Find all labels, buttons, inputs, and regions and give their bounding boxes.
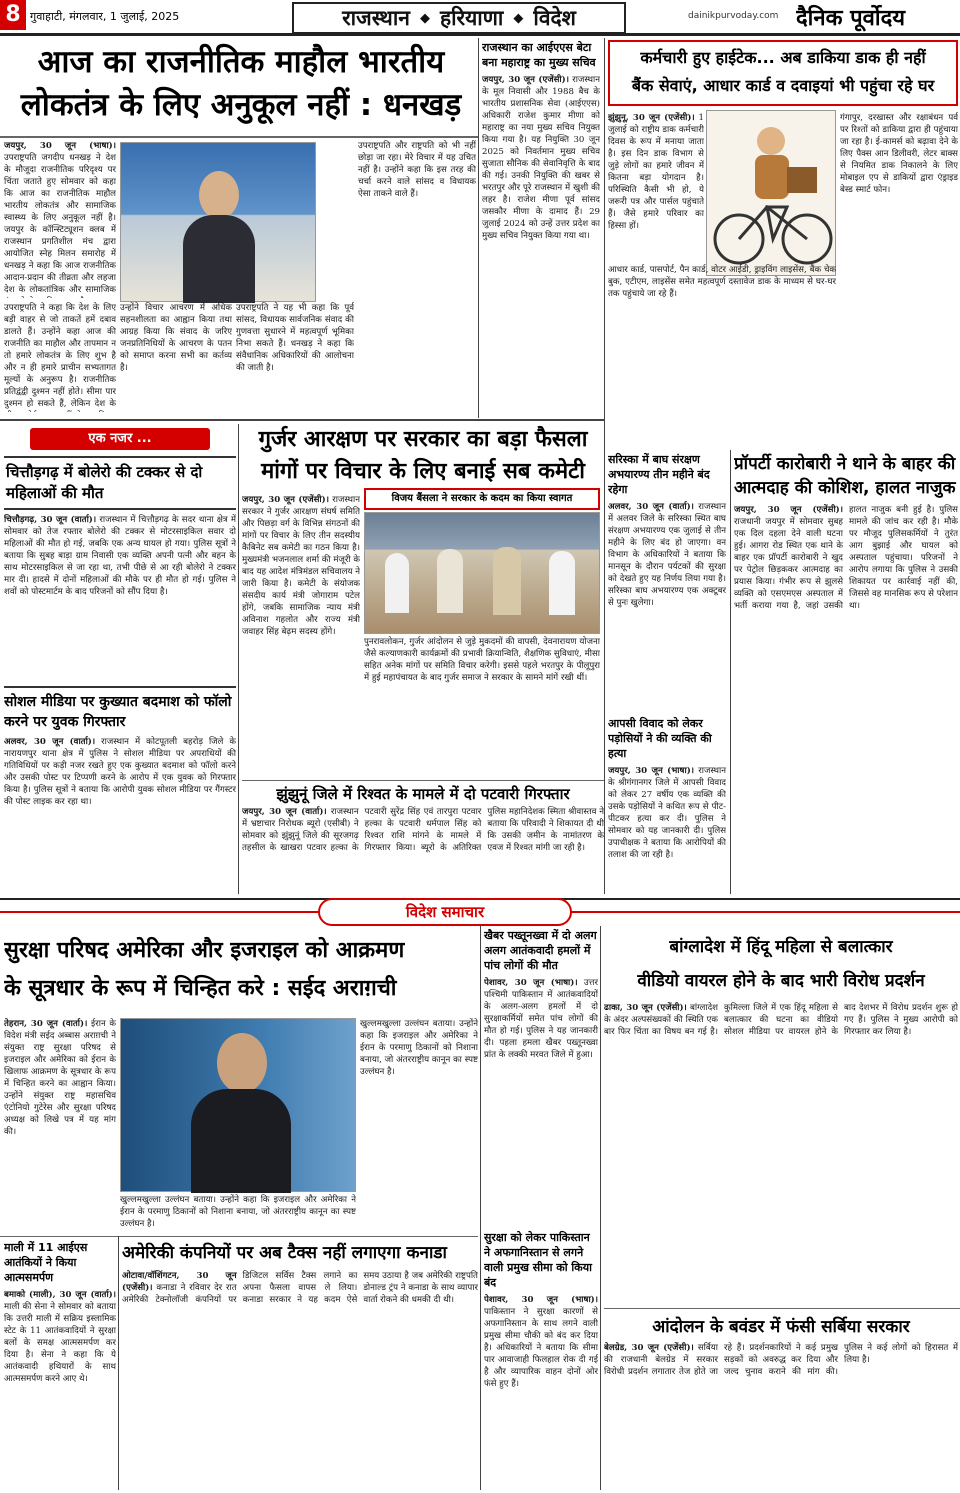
khyber-story: [484, 928, 598, 1228]
section-rajasthan: राजस्थान: [342, 6, 410, 30]
dakiya-col-right: [840, 112, 958, 448]
paper-name: दैनिक पूर्वोदय: [796, 6, 906, 31]
dakiya-col-bottom: [608, 264, 836, 450]
dateline: पेशावर, 30 जून (भाषा)।: [484, 978, 578, 988]
story-text: राजस्थान के मूल निवासी और 1988 बैच के भारतीय प्रशासनिक सेवा (आईएएस) अधिकारी राजेश कुमार मीणा को महाराष्ट्र का नया मुख्य सचिव नियुक्त किया गया है। यह नियुक्ति 30 जून 2025 को निवर्तमान मुख्य सचिव सुजाता सौनिक की सेवानिवृत्ति के बाद की गई। उनकी नियुक्ति की खबर से भरतपुर और पूरे राजस्थान में खुशी की लहर है। राजेश मीणा पूर्व सांसद जसकौर मीणा के दामाद हैं। 29 जुलाई 2024 को उन्हें उत्तर प्रदेश का मुख्य सचिव नियुक्त किया गया था।: [482, 75, 600, 241]
araghchi-photo: [120, 1018, 356, 1192]
page-number: 8: [0, 0, 26, 30]
ias-story: [482, 40, 600, 418]
story-text-2: मौके पर मौजूद पुलिसकर्मियों ने तुरंत आग बुझाई और घायल को अस्पताल पहुंचाया। परिजनों ने आरोप लगाया कि पुलिस ने उसकी शिकायत पर कार्रवाई नहीं की, जिससे वह मानसिक रूप से परेशान था।: [849, 517, 958, 611]
dhankhar-col5: [358, 140, 476, 412]
story-text-2: खुल्लमखुल्ला उल्लंघन बताया। उन्होंने कहा कि इजराइल और अमेरिका ने ईरान के परमाणु ठिकानों को निशाना बनाया, जो अंतरराष्ट्रीय कानून का स्पष्ट उल्लंघन है।: [120, 1195, 356, 1229]
postman-illustration: [706, 110, 836, 276]
ias-headline: राजस्थान का आईएएस बेटा बना महाराष्ट्र का मुख्य सचिव: [482, 41, 596, 69]
dateline: चित्तौड़गढ़, 30 जून (वार्ता)।: [4, 515, 97, 525]
headline-line2: बैंक सेवाएं, आधार कार्ड व दवाइयां भी पहुंचा रहे घर: [631, 76, 935, 95]
gurjar-col2: [364, 636, 600, 778]
khyber-headline: खैबर पख्तूनख्वा में दो अलग अलग आतंकवादी हमलों में पांच लोगों की मौत: [484, 929, 597, 972]
ek-nazar-box: [4, 424, 236, 894]
story-text: राजस्थान में अलवर जिले के सरिस्का स्थित बाघ संरक्षण अभयारण्य एक जुलाई से तीन महीने के लिए बंद हो जाएगा। वन विभाग के अधिकारियों ने बताया कि मानसून के दौरान पर्यटकों की सुरक्षा को देखते हुए यह निर्णय लिया गया है। सरिस्का बाघ अभयारण्य एक अक्टूबर से पुनः खुलेगा।: [608, 502, 726, 608]
dateline: जयपुर, 30 जून (एजेंसी)।: [482, 75, 569, 85]
story-text: पाकिस्तान ने सुरक्षा कारणों से अफगानिस्तान के साथ लगने वाली प्रमुख सीमा चौकी को बंद कर दिया है। अधिकारियों ने बताया कि सीमा पार आवाजाही फिलहाल रोक दी गई है और व्यापारिक वाहन दोनों ओर फंसे हुए हैं।: [484, 1307, 598, 1389]
headline-line1: सुरक्षा परिषद अमेरिका और इजराइल को आक्रमण: [4, 938, 405, 963]
headline-line2: वीडियो वायरल होने के बाद भारी विरोध प्रदर्शन: [637, 971, 925, 991]
iran-col2: [120, 1194, 356, 1234]
person-icon: [191, 1033, 291, 1193]
dateline: झुंझुनू, 30 जून (एजेंसी)।: [608, 113, 695, 123]
story-text: बांग्लादेश के अंदर अल्पसंख्यकों की स्थिति एक बार फिर चिंता का विषय बन गई है। कुमिल्ला जिले में एक हिंदू महिला से बलात्कार की घटना का वीडियो सोशल मीडिया पर वायरल होने के बाद देशभर में विरोध प्रदर्शन शुरू हो गए हैं। पुलिस ने मुख्य आरोपी को गिरफ्तार कर लिया है।: [604, 1003, 958, 1037]
dhankhar-col3: [120, 302, 232, 412]
dhankhar-headline: [10, 42, 472, 132]
dakiya-headline: [608, 40, 958, 106]
sariska-headline: सरिस्का में बाघ संरक्षण अभयारण्य तीन महीने बंद रहेगा: [608, 453, 710, 496]
headline-line2: लोकतंत्र के लिए अनुकूल नहीं : धनखड़: [20, 87, 462, 123]
headline-line2: के सूत्रधार के रूप में चिन्हित करे : सईद अराग़ची: [4, 976, 397, 1001]
dhankhar-col4: [236, 302, 354, 412]
iran-headline: [4, 932, 474, 1014]
dakiya-col-left: [608, 112, 704, 262]
afghan-headline: सुरक्षा को लेकर पाकिस्तान ने अफगानिस्तान से लगने वाली प्रमुख सीमा को किया बंद: [484, 1231, 592, 1289]
story-text: गंगापुर, दरखास्त और रक्षाबंधन पर्व पर रिश्तों को डाकिया द्वारा ही पहुंचाया जा रहा है। ई-कामर्स को बढ़ावा देने के लिए पैक्स आन डिलीवरी, लेटर बाक्स से नियमित डाक निकालने के लिए मोबाइल एप से डाकियों द्वारा एंड्राइड बेस्ड स्मार्ट फोन।: [840, 113, 958, 195]
dateline: बेलग्रेड, 30 जून (एजेंसी)।: [604, 1343, 694, 1353]
bangladesh-body: [604, 1002, 958, 1306]
story-text: राजस्थान में चित्तौड़गढ़ के सदर थाना क्षेत्र में सोमवार को तेज रफ्तार बोलेरो की टक्कर से मोटरसाइकिल सवार दो महिलाओं की मौत हो गई, जबकि एक अन्य घायल हो गया। पुलिस सूत्रों ने बताया कि सुबह बाड़ा ग्राम निवासी एक व्यक्ति अपनी पत्नी और बहन के साथ मोटरसाइकिल से जा रहा था, तभी पीछे से आ रही बोलेरो ने टक्कर मार दी। हादसे में दोनों महिलाओं की मौके पर ही मौत हो गई। पुलिस ने शवों को पोस्टमार्टम के बाद परिजनों को सौंप दिया है।: [4, 515, 236, 597]
story-text: 1 जुलाई को राष्ट्रीय डाक कर्मचारी दिवस के रूप में मनाया जाता है। इस दिन डाक विभाग से जुड़े लोगों का हमारे जीवन में कितना बड़ा योगदान है। परिस्थिति कैसी भी हो, ये जरूरी पत्र और पार्सल पहुंचाते हैं। जैसे हमारे परिवार का हिस्सा हों।: [608, 113, 704, 231]
mali-story: [4, 1240, 116, 1490]
gurjar-photo: [364, 512, 600, 634]
dhankhar-col1: [4, 140, 116, 298]
padosi-headline: आपसी विवाद को लेकर पड़ोसियों ने की व्यक्ति की हत्या: [608, 717, 712, 760]
headline-line1: बांग्लादेश में हिंदू महिला से बलात्कार: [669, 937, 893, 957]
headline-line1: कर्मचारी हुए हाईटेक... अब डाकिया डाक ही नहीं: [640, 48, 926, 67]
story-text: सर्बिया की राजधानी बेलग्रेड में सरकार विरोधी प्रदर्शन लगातार तेज होते जा रहे हैं। प्रदर्शनकारियों ने कई प्रमुख सड़कों को अवरुद्ध कर दिया और जल्द चुनाव कराने की मांग की। पुलिस ने कई लोगों को हिरासत में लिया है।: [604, 1343, 958, 1377]
canada-headline: अमेरिकी कंपनियों पर अब टैक्स नहीं लगाएगा कनाडा: [122, 1243, 447, 1263]
dateline: जयपुर, 30 जून (एजेंसी)।: [734, 505, 843, 515]
bicycle-icon: [707, 111, 835, 275]
afghan-story: [484, 1230, 598, 1490]
dateline: तेहरान, 30 जून (वार्ता)।: [4, 1019, 88, 1029]
person-icon: [183, 171, 255, 303]
videsh-banner: विदेश समाचार: [318, 898, 572, 926]
story-text: उत्तर पश्चिमी पाकिस्तान में आतंकवादियों के अलग-अलग हमलों में दो सुरक्षाकर्मियों समेत पांच लोगों की मौत हो गई। पुलिस ने यह जानकारी दी। पहला हमला खैबर पख्तूनख्वा प्रांत के लक्की मरवत जिले में हुआ।: [484, 978, 598, 1060]
story-text: उपराष्ट्रपति ने यह भी कहा कि पूर्व सांसद, विधायक सार्वजनिक संवाद की गुणवत्ता सुधारने में महत्वपूर्ण भूमिका निभा सकते हैं। धनखड़ ने कहा कि संवैधानिक अधिकारियों की आलोचना की जाती है।: [236, 303, 354, 373]
dateline: पेशावर, 30 जून (भाषा)।: [484, 1295, 598, 1305]
dateline: ओटावा/वॉशिंगटन, 30 जून (एजेंसी)।: [122, 1271, 237, 1293]
story-text: राजस्थान में भ्रष्टाचार निरोधक ब्यूरो (एसीबी) ने सोमवार को झुंझुनूं जिले की सूरजगढ़ तहसील के खाखरा पटवार हल्का के पटवारी सुरेंद्र सिंह एवं तारपुरा पटवार हल्का के पटवारी धर्मपाल सिंह को रिश्वत राशि मांगने के मामले में गिरफ्तार किया। ब्यूरो के अतिरिक्त पुलिस महानिदेशक स्मिता श्रीवास्तव ने बताया कि परिवादी ने शिकायत दी थी कि उसकी जमीन के नामांतरण के एवज में रिश्वत मांगी जा रही है।: [242, 807, 604, 853]
diamond-icon: ◆: [419, 10, 430, 26]
dhankhar-col2: [4, 302, 116, 412]
story-text: कनाडा ने रविवार देर रात अमेरिकी टेक्नोलॉजी कंपनियों पर डिजिटल सर्विस टैक्स लगाने का अपना फैसला वापस ले लिया। कनाडा सरकार ने यह कदम ऐसे समय उठाया है जब अमेरिकी राष्ट्रपति डोनाल्ड ट्रंप ने कनाडा के साथ व्यापार वार्ता रोकने की धमकी दी थी।: [122, 1271, 478, 1305]
sariska-story: [608, 452, 726, 714]
jhunjhunu-headline: झुंझुनूं जिले में रिश्वत के मामले में दो पटवारी गिरफ्तार: [276, 785, 570, 803]
bangladesh-headline: [604, 930, 958, 1000]
dateline: जयपुर, 30 जून (भाषा)।: [608, 766, 695, 776]
section-videsh: विदेश: [533, 6, 576, 30]
headline-line1: आज का राजनीतिक माहौल भारतीय: [37, 44, 445, 80]
headline-line2: मांगों पर विचार के लिए बनाई सब कमेटी: [261, 459, 585, 484]
dateline: गुवाहाटी, मंगलवार, 1 जुलाई, 2025: [30, 10, 180, 23]
story-text: माली की सेना ने सोमवार को बताया कि उत्तरी माली में सक्रिय इस्लामिक स्टेट के 11 आतंकवादियों ने सुरक्षा बलों के समक्ष आत्मसमर्पण कर दिया है। सेना ने कहा कि ये आतंकवादी हथियारों के साथ आत्मसमर्पण करने आए थे।: [4, 1302, 116, 1384]
gurjar-col1: [242, 494, 360, 778]
serbia-story: [604, 1312, 958, 1490]
mali-headline: माली में 11 आईएस आतंकियों ने किया आत्मसमर्पण: [4, 1241, 88, 1284]
dateline: अलवर, 30 जून (वार्ता)।: [4, 737, 96, 747]
story-text: राजस्थान में कोटपूतली बहरोड़ जिले के नारायणपुर थाना क्षेत्र में पुलिस ने सोशल मीडिया पर अपराधियों की गतिविधियों पर कड़ी नजर रखते हुए एक कुख्यात बदमाश को फॉलो करने और उसकी पोस्ट पर टिप्पणी करने के आरोप में एक युवक को गिरफ्तार किया है। पुलिस सूत्रों ने बताया कि आरोपी युवक सोशल मीडिया पर गैंगस्टर की पोस्ट लाइक कर रहा था।: [4, 737, 236, 807]
section-haryana: हरियाणा: [439, 6, 504, 30]
story-text: ईरान के विदेश मंत्री सईद अब्बास अराग़ची ने संयुक्त राष्ट्र सुरक्षा परिषद से इजराइल और अमेरिका को ईरान के खिलाफ आक्रमण के सूत्रधार के रूप में चिन्हित करने का आह्वान किया। उन्होंने संयुक्त राष्ट्र महासचिव एंटोनियो गुटेरेस और सुरक्षा परिषद अध्यक्ष को लिखे पत्र में यह मांग की।: [4, 1019, 116, 1137]
gurjar-headline: [242, 424, 604, 492]
iran-col1: [4, 1018, 116, 1232]
story-text: उन्होंने विचार आचरण में अधिक सहनशीलता का आह्वान किया तथा आग्रह किया कि संवाद के जरिए जनप्रतिनिधियों के आचरण के पतन को समाप्त करना सभी का कर्तव्य है।: [120, 303, 232, 373]
dateline: बमाको (माली), 30 जून (वार्ता)।: [4, 1290, 116, 1300]
story-text: आधार कार्ड, पासपोर्ट, पैन कार्ड, वोटर आईडी, ड्राइविंग लाइसेंस, बैंक चेक बुक, एटीएम, लाइसेंस समेत महत्वपूर्ण दस्तावेज डाक के माध्यम से घर-घर तक पहुंचाये जा रहे हैं।: [608, 265, 836, 299]
headline-line1: गुर्जर आरक्षण पर सरकार का बड़ा फैसला: [258, 427, 588, 452]
jhunjhunu-story: [242, 782, 604, 894]
social-media-headline: सोशल मीडिया पर कुख्यात बदमाश को फॉलो करने पर युवक गिरफ्तार: [4, 686, 236, 732]
serbia-headline: आंदोलन के बवंडर में फंसी सर्बिया सरकार: [652, 1317, 910, 1337]
story-text: पुनरावलोकन, गुर्जर आंदोलन से जुड़े मुकदमों की वापसी, देवनारायण योजना जैसे कल्याणकारी कार्यक्रमों की प्रभावी क्रियान्विति, शैक्षणिक सुविधाएं, मीसा सहित अनेक मांगों पर समिति विचार करेगी। इससे पहले भरतपुर के पीलूपुरा में हुई महापंचायत के बाद गुर्जर समाज ने सरकार के सामने मांगें रखी थीं।: [364, 637, 600, 683]
dhankhar-photo: [120, 142, 316, 302]
section-bar: [292, 2, 626, 34]
diamond-icon: ◆: [513, 10, 524, 26]
story-text: राजस्थान सरकार ने गुर्जर आरक्षण संघर्ष समिति और पिछड़ा वर्ग के विभिन्न संगठनों की मांगों पर विचार के लिए तीन सदस्यीय कैबिनेट सब कमेटी का गठन किया है। मुख्यमंत्री भजनलाल शर्मा की मंजूरी के बाद यह आदेश मंत्रिमंडल सचिवालय ने जारी किया है। कमेटी के संयोजक संसदीय कार्य मंत्री जोगाराम पटेल होंगे, जबकि सामाजिक न्याय मंत्री अविनाश गहलोत और राज्य मंत्री जवाहर सिंह बेढ़म सदस्य होंगे।: [242, 495, 360, 637]
padosi-story: [608, 716, 726, 894]
masthead: [0, 0, 960, 36]
story-text: राजधानी जयपुर में सोमवार सुबह एक दिल दहला देने वाली घटना हुई। आगरा रोड स्थित एक थाने के बाहर एक प्रॉपर्टी कारोबारी ने खुद पर पेट्रोल छिड़ककर आत्मदाह का प्रयास किया। गंभीर रूप से झुलसे व्यक्ति को एसएमएस अस्पताल में भर्ती कराया गया है, जहां उसकी हालत नाजुक बनी हुई है। पुलिस मामले की जांच कर रही है।: [734, 505, 958, 611]
website: dainikpurvoday.com: [688, 11, 779, 21]
dateline: जयपुर, 30 जून (भाषा)।: [4, 141, 116, 151]
ek-nazar-tag: एक नजर ...: [30, 428, 210, 450]
dateline: जयपुर, 30 जून (एजेंसी)।: [242, 495, 329, 505]
gurjar-photo-caption: विजय बैंसला ने सरकार के कदम का किया स्वागत: [364, 488, 600, 510]
dateline: जयपुर, 30 जून (वार्ता)।: [242, 807, 327, 817]
story-text: राजस्थान के श्रीगंगानगर जिले में आपसी विवाद को लेकर 27 वर्षीय एक व्यक्ति की उसके पड़ोसियों ने कथित रूप से पीट-पीटकर हत्या कर दी। पुलिस ने सोमवार को यह जानकारी दी। पुलिस उपाधीक्षक ने बताया कि आरोपियों की तलाश की जा रही है।: [608, 766, 726, 860]
dateline: ढाका, 30 जून (एजेंसी)।: [604, 1003, 687, 1013]
story-text: उपराष्ट्रपति ने कहा कि देश के लिए बड़ी वाहर से जो ताकतें हमें दबाव डालते हैं। उन्होंने कहा आज की राजनीति का माहौल और तापमान न तो हमारे लोकतंत्र के लिए शुभ है और न ही हमारे प्राचीन सभ्यतागत मूल्यों के अनुरूप है। राजनीतिक प्रतिद्वंद्वी दुश्मन नहीं होते। सीमा पार दुश्मन हो सकते हैं, लेकिन देश के: [4, 303, 116, 409]
chittorgarh-headline: चित्तौड़गढ़ में बोलेरो की टक्कर से दो महिलाओं की मौत: [4, 456, 236, 510]
story-text: उपराष्ट्रपति जगदीप धनखड़ ने देश के मौजूदा राजनीतिक परिदृश्य पर चिंता जताते हुए सोमवार को कहा कि आज का राजनीतिक माहौल भारतीय लोकतंत्र और सामाजिक स्वास्थ्य के लिए अनुकूल नहीं है। जयपुर के कॉन्स्टिट्यूशन क्लब में राजस्थान प्रगतिशील मंच द्वारा आयोजित स्नेह मिलन समारोह में धनखड़ ने कहा कि आज राजनीतिक आदान-प्रदान की तीव्रता और लहजा देश के लोकतांत्रिक और सामाजिक: [4, 153, 116, 295]
iran-col3: [360, 1018, 478, 1232]
story-text: खुल्लमखुल्ला उल्लंघन बताया। उन्होंने कहा कि इजराइल और अमेरिका ने ईरान के परमाणु ठिकानों को निशाना बनाया, जो अंतरराष्ट्रीय कानून का स्पष्ट उल्लंघन है।: [360, 1019, 478, 1077]
dateline: अलवर, 30 जून (वार्ता)।: [608, 502, 694, 512]
canada-story: [122, 1240, 478, 1490]
property-headline: प्रॉपर्टी कारोबारी ने थाने के बाहर की आत्मदाह की कोशिश, हालत नाजुक: [734, 454, 956, 498]
story-text: उपराष्ट्रपति और राष्ट्रपति को भी नहीं छोड़ा जा रहा। मेरे विचार में यह उचित नहीं है। उन्होंने कहा कि इस तरह की चर्चा करने वाले सांसद व विधायक ऐसा ताकने वाले हैं।: [358, 141, 476, 199]
property-story: [734, 452, 958, 894]
